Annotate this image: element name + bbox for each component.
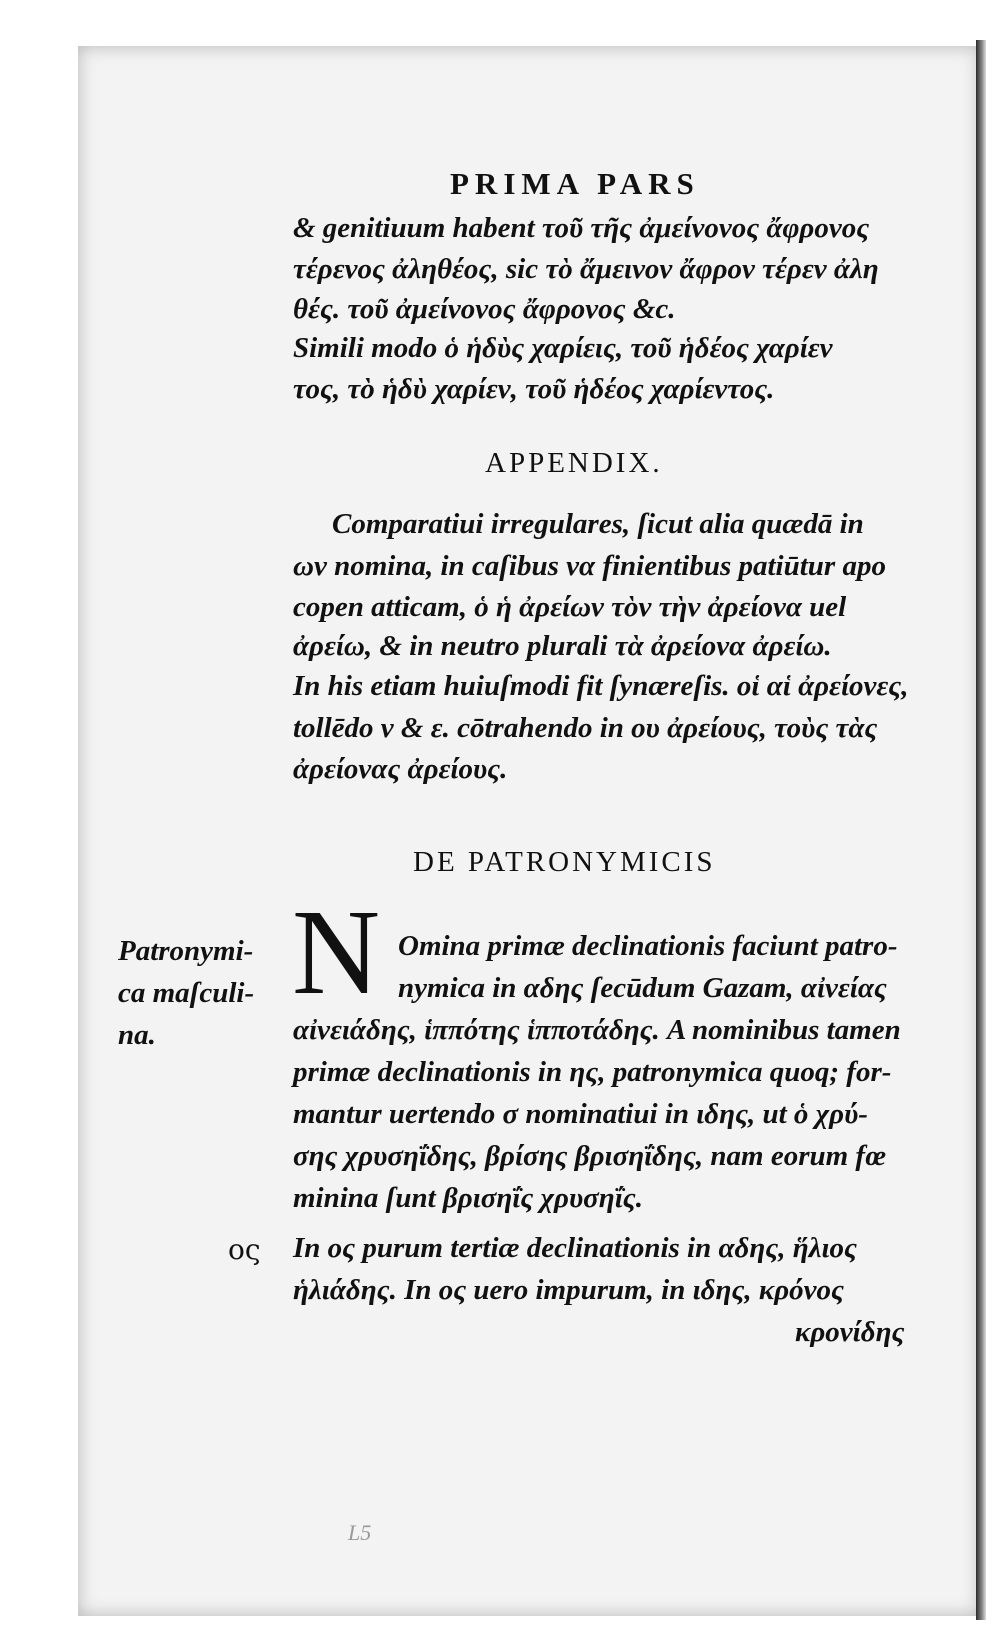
text-line: σης χρυσηΐδης, βρίσης βρισηΐδης, nam eorum fœ bbox=[293, 1140, 887, 1172]
book-spine bbox=[976, 40, 986, 1620]
text-line: tollēdo ν & ε. cōtrahendo in ου ἀρείους, τοὺς τὰς bbox=[293, 712, 878, 744]
text-line: ἀρείονας ἀρείους. bbox=[293, 753, 508, 785]
text-line: τος, τὸ ἡδὺ χαρίεν, τοῦ ἡδέος χαρίεντος. bbox=[293, 373, 775, 405]
text-line: Omina primæ declinationis faciunt patro- bbox=[398, 930, 898, 962]
margin-note-line: ca maſculi- bbox=[118, 977, 255, 1009]
text-line: copen atticam, ὁ ἡ ἀρείων τὸν τὴν ἀρείονα uel bbox=[293, 591, 847, 623]
margin-note-line: Patronymi- bbox=[118, 935, 254, 967]
margin-os: ος bbox=[228, 1233, 261, 1266]
text-line: ων nomina, in caſibus να finientibus patiūtur apo bbox=[293, 550, 886, 582]
text-line: minina ſunt βρισηΐς χρυσηΐς. bbox=[293, 1182, 643, 1214]
text-line: In his etiam huiuſmodi fit ſynæreſis. οἱ αἱ ἀρείονες, bbox=[293, 670, 909, 702]
text-line: ἡλιάδης. In ος uero impurum, in ιδης, κρόνος bbox=[293, 1274, 844, 1306]
margin-note bbox=[118, 930, 278, 1056]
appendix-heading: APPENDIX. bbox=[485, 447, 663, 479]
text-line: Comparatiui irregulares, ſicut alia quædā in bbox=[332, 508, 864, 540]
text-line: θές. τοῦ ἀμείνονος ἄφρονος &c. bbox=[293, 293, 676, 325]
text-line: mantur uertendo σ nominatiui in ιδης, ut ὁ χρύ- bbox=[293, 1098, 868, 1130]
section-heading: DE PATRONYMICIS bbox=[413, 846, 716, 878]
text-line: ἀρείω, & in neutro plurali τὰ ἀρείονα ἀρείω. bbox=[293, 630, 832, 662]
running-head: PRIMA PARS bbox=[450, 166, 700, 201]
text-line: αἰνειάδης, ἱππότης ἱπποτάδης. A nominibus tamen bbox=[293, 1014, 901, 1046]
text-line: primæ declinationis in ης, patronymica quoq; for- bbox=[293, 1056, 892, 1088]
signature-mark: L5 bbox=[348, 1520, 372, 1545]
text-line: κρονίδης bbox=[795, 1316, 905, 1348]
margin-note-line: na. bbox=[118, 1019, 156, 1051]
drop-cap: N bbox=[292, 885, 381, 1020]
text-line: & genitiuum habent τοῦ τῆς ἀμείνονος ἄφρονος bbox=[293, 212, 870, 244]
text-line: Simili modo ὁ ἡδὺς χαρίεις, τοῦ ἡδέος χαρίεν bbox=[293, 332, 833, 364]
text-line: nymica in αδης ſecūdum Gazam, αἰνείας bbox=[398, 972, 887, 1004]
text-line: In ος purum tertiæ declinationis in αδης, ἥλιος bbox=[293, 1232, 857, 1264]
text-line: τέρενος ἀληθέος, sic τὸ ἄμεινον ἄφρον τέρεν ἀλη bbox=[293, 253, 879, 285]
